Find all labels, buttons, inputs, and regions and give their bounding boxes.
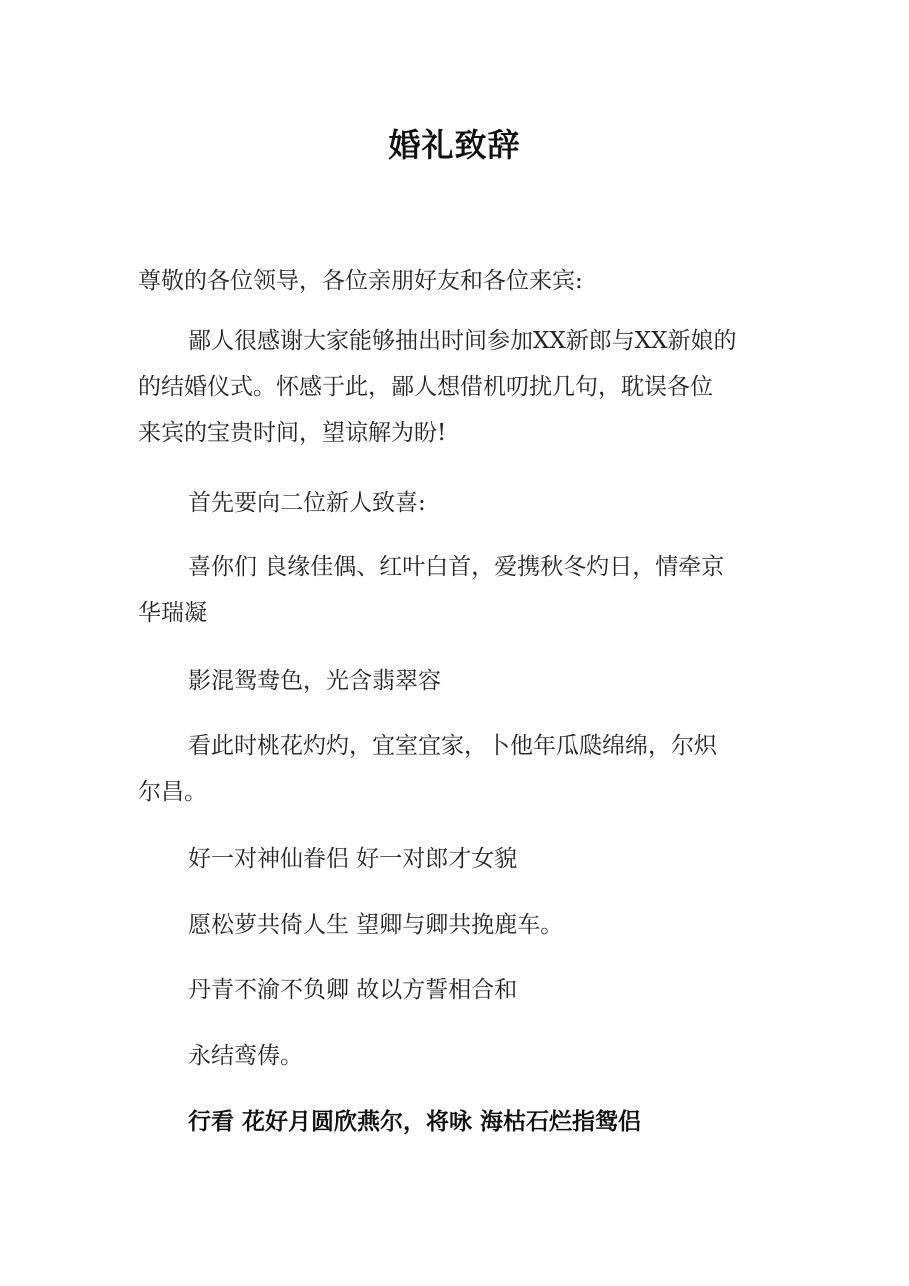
paragraph-verse-5: 丹青不渝不负卿 故以方誓相合和: [188, 977, 518, 1003]
paragraph-closing-bold: 行看 花好月圆欣燕尔，将咏 海枯石烂指鸳侣: [188, 1108, 642, 1135]
paragraph-blessing-line-2: 华瑞凝: [138, 600, 207, 626]
paragraph-thanks-line-3: 来宾的宝贵时间，望谅解为盼!: [138, 420, 447, 446]
paragraph-congrats-intro: 首先要向二位新人致喜:: [188, 490, 426, 516]
paragraph-verse-2-line-1: 看此时桃花灼灼，宜室宜家，卜他年瓜瓞绵绵，尔炽: [188, 733, 717, 759]
paragraph-thanks: [138, 318, 774, 456]
salutation: 尊敬的各位领导，各位亲朋好友和各位来宾:: [138, 268, 583, 294]
paragraph-verse-4: 愿松萝共倚人生 望卿与卿共挽鹿车。: [188, 912, 564, 938]
paragraph-thanks-line-2: 的结婚仪式。怀感于此，鄙人想借机叨扰几句，耽误各位: [138, 374, 713, 400]
paragraph-verse-1: 影混鸳鸯色，光含翡翠容: [188, 668, 441, 694]
paragraph-thanks-line-1: 鄙人很感谢大家能够抽出时间参加XX新郎与XX新娘的: [188, 328, 737, 354]
paragraph-verse-3: 好一对神仙眷侣 好一对郎才女貌: [188, 846, 518, 872]
document-title: 婚礼致辞: [388, 126, 521, 164]
paragraph-verse-6: 永结鸾俦。: [188, 1043, 303, 1069]
paragraph-verse-2: [138, 723, 774, 815]
paragraph-blessing: [138, 544, 774, 636]
paragraph-verse-2-line-2: 尔昌。: [138, 779, 207, 805]
paragraph-blessing-line-1: 喜你们 良缘佳偶、红叶白首，爱携秋冬灼日，情牵京: [188, 554, 725, 580]
